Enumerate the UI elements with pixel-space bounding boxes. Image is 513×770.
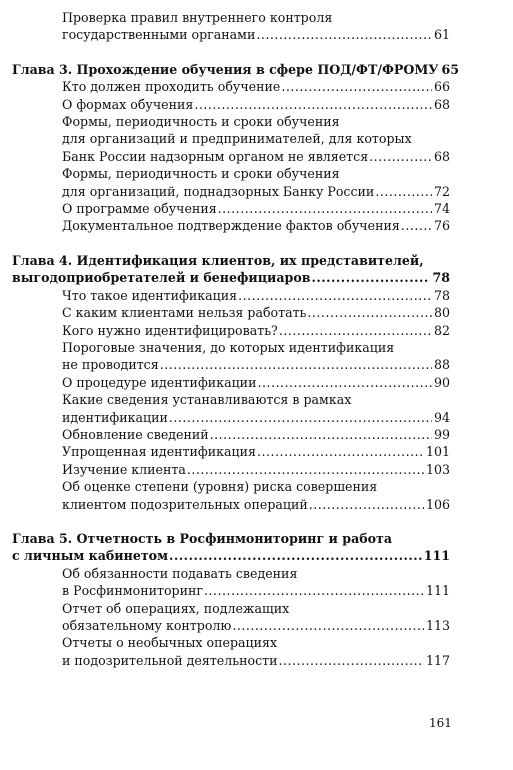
dot-leader xyxy=(281,78,432,95)
entry-last-line xyxy=(62,409,450,426)
entry-text-line: Документальное подтверждение фактов обучения xyxy=(62,218,400,234)
toc-entry xyxy=(62,443,450,460)
entry-page-number: 101 xyxy=(425,444,450,460)
entry-text-line: не проводится xyxy=(62,357,159,373)
toc-entry xyxy=(62,478,450,513)
chapter-section xyxy=(12,252,450,513)
entry-page-number: 68 xyxy=(433,148,450,164)
entry-last-line xyxy=(62,356,450,373)
dot-leader xyxy=(194,96,432,113)
entry-text-line: для организаций, поднадзорных Банку России xyxy=(62,183,375,199)
entry-last-line xyxy=(62,217,450,234)
entry-text-line: выгодоприобретателей и бенефициаров xyxy=(12,270,311,286)
entry-last-line xyxy=(62,443,450,460)
entry-text-line: Отчеты о необычных операциях xyxy=(62,635,278,651)
toc-entry xyxy=(62,322,450,339)
dot-leader xyxy=(309,496,424,513)
entry-page-number: 68 xyxy=(433,96,450,112)
entry-text-line: Кого нужно идентифицировать? xyxy=(62,322,278,338)
entry-text-line: с личным кабинетом xyxy=(12,548,169,564)
entry-text-line: Об обязанности подавать сведения xyxy=(62,565,298,581)
chapter-title xyxy=(12,530,450,565)
dot-leader xyxy=(160,356,432,373)
entry-text-line: Отчет об операциях, подлежащих xyxy=(62,600,290,616)
dot-leader xyxy=(169,409,432,426)
entry-page-number: 78 xyxy=(432,270,450,286)
dot-leader xyxy=(279,322,432,339)
toc-entry xyxy=(62,113,450,165)
dot-leader xyxy=(218,200,432,217)
entry-last-line xyxy=(62,617,450,634)
intro-entries xyxy=(12,9,450,44)
page-number: 161 xyxy=(429,716,452,730)
dot-leader xyxy=(257,374,431,391)
entry-text-line: Формы, периодичность и сроки обучения xyxy=(62,114,340,130)
entry-last-line xyxy=(12,547,450,564)
entry-text-line: Банк России надзорным органом не является xyxy=(62,148,369,164)
entry-page-number: 94 xyxy=(433,409,450,425)
toc-entry xyxy=(62,374,450,391)
toc-entry xyxy=(62,339,450,374)
dot-leader xyxy=(279,652,424,669)
entry-text-line: государственными органами xyxy=(62,27,256,43)
toc-entry xyxy=(62,9,450,44)
table-of-contents xyxy=(12,9,460,669)
entry-page-number: 65 xyxy=(441,61,460,77)
entry-text-line: Глава 5. Отчетность в Росфинмониторинг и работа xyxy=(12,530,393,546)
toc-entry xyxy=(62,565,450,600)
toc-entry xyxy=(62,426,450,443)
entry-text-line: Глава 3. Прохождение обучения в сфере ПОД/ФТ/ФРОМУ xyxy=(12,61,439,77)
dot-leader xyxy=(307,304,432,321)
entry-last-line xyxy=(62,426,450,443)
entry-last-line xyxy=(62,200,450,217)
toc-entry xyxy=(62,96,450,113)
entry-text-line: Какие сведения устанавливаются в рамках xyxy=(62,392,352,408)
entry-text-line: в Росфинмониторинг xyxy=(62,583,204,599)
entry-last-line xyxy=(62,26,450,43)
chapter-entries xyxy=(12,287,450,513)
entry-last-line xyxy=(62,322,450,339)
chapter-title xyxy=(12,61,460,78)
chapter-entries xyxy=(12,78,450,235)
toc-entry xyxy=(62,304,450,321)
entry-page-number: 90 xyxy=(433,374,450,390)
chapter-title xyxy=(12,252,450,287)
entry-page-number: 66 xyxy=(433,79,450,95)
dot-leader xyxy=(232,617,424,634)
dot-leader xyxy=(238,287,432,304)
chapter-entries xyxy=(12,565,450,669)
entry-page-number: 78 xyxy=(433,287,450,303)
entry-last-line xyxy=(62,78,450,95)
entry-text-line: клиентом подозрительных операций xyxy=(62,496,308,512)
toc-entry xyxy=(62,391,450,426)
entry-page-number: 80 xyxy=(433,305,450,321)
toc-entry xyxy=(62,78,450,95)
dot-leader xyxy=(169,547,422,564)
entry-last-line xyxy=(62,461,450,478)
entry-text-line: Об оценке степени (уровня) риска совершения xyxy=(62,479,378,495)
entry-text-line: Глава 4. Идентификация клиентов, их представителей, xyxy=(12,252,424,268)
entry-last-line xyxy=(62,374,450,391)
entry-last-line xyxy=(62,652,450,669)
dot-leader xyxy=(375,183,432,200)
entry-last-line xyxy=(12,61,460,78)
dot-leader xyxy=(401,217,432,234)
toc-entry xyxy=(62,461,450,478)
entry-text-line: Что такое идентификация xyxy=(62,287,238,303)
entry-last-line xyxy=(62,304,450,321)
entry-last-line xyxy=(62,287,450,304)
entry-text-line: Упрощенная идентификация xyxy=(62,444,256,460)
entry-page-number: 117 xyxy=(425,652,450,668)
entry-page-number: 103 xyxy=(425,461,450,477)
chapter-section xyxy=(12,61,460,235)
dot-leader xyxy=(210,426,432,443)
dot-leader xyxy=(312,269,431,286)
entry-last-line xyxy=(62,496,450,513)
entry-text-line: Обновление сведений xyxy=(62,426,209,442)
toc-entry xyxy=(62,165,450,200)
entry-text-line: Кто должен проходить обучение xyxy=(62,79,281,95)
entry-text-line: О программе обучения xyxy=(62,201,217,217)
entry-page-number: 111 xyxy=(425,583,450,599)
entry-page-number: 99 xyxy=(433,426,450,442)
entry-text-line: и подозрительной деятельности xyxy=(62,652,278,668)
entry-last-line xyxy=(62,148,450,165)
entry-page-number: 61 xyxy=(433,27,450,43)
entry-text-line: для организаций и предпринимателей, для которых xyxy=(62,131,412,147)
entry-page-number: 106 xyxy=(425,496,450,512)
entry-page-number: 76 xyxy=(433,218,450,234)
entry-last-line xyxy=(62,582,450,599)
dot-leader xyxy=(204,582,424,599)
entry-text-line: Пороговые значения, до которых идентификация xyxy=(62,339,395,355)
entry-text-line: Проверка правил внутреннего контроля xyxy=(62,10,333,25)
toc-entry xyxy=(62,217,450,234)
toc-entry xyxy=(62,287,450,304)
toc-entry xyxy=(62,634,450,669)
dot-leader xyxy=(256,26,432,43)
entry-text-line: С каким клиентами нельзя работать xyxy=(62,305,307,321)
toc-entry xyxy=(62,200,450,217)
entry-text-line: Формы, периодичность и сроки обучения xyxy=(62,166,340,182)
entry-page-number: 111 xyxy=(423,548,450,564)
entry-text-line: О формах обучения xyxy=(62,96,194,112)
dot-leader xyxy=(257,443,424,460)
chapter-section xyxy=(12,530,450,669)
entry-page-number: 74 xyxy=(433,201,450,217)
entry-text-line: обязательному контролю xyxy=(62,618,232,633)
entry-page-number: 88 xyxy=(433,357,450,373)
dot-leader xyxy=(369,148,432,165)
toc-entry xyxy=(62,600,450,635)
entry-page-number: 72 xyxy=(433,183,450,199)
entry-last-line xyxy=(62,183,450,200)
entry-page-number: 82 xyxy=(433,322,450,338)
entry-text-line: О процедуре идентификации xyxy=(62,374,257,390)
entry-text-line: идентификации xyxy=(62,409,168,425)
entry-last-line xyxy=(62,96,450,113)
dot-leader xyxy=(187,461,424,478)
entry-page-number: 113 xyxy=(425,618,450,633)
entry-last-line xyxy=(12,269,450,286)
entry-text-line: Изучение клиента xyxy=(62,461,186,477)
